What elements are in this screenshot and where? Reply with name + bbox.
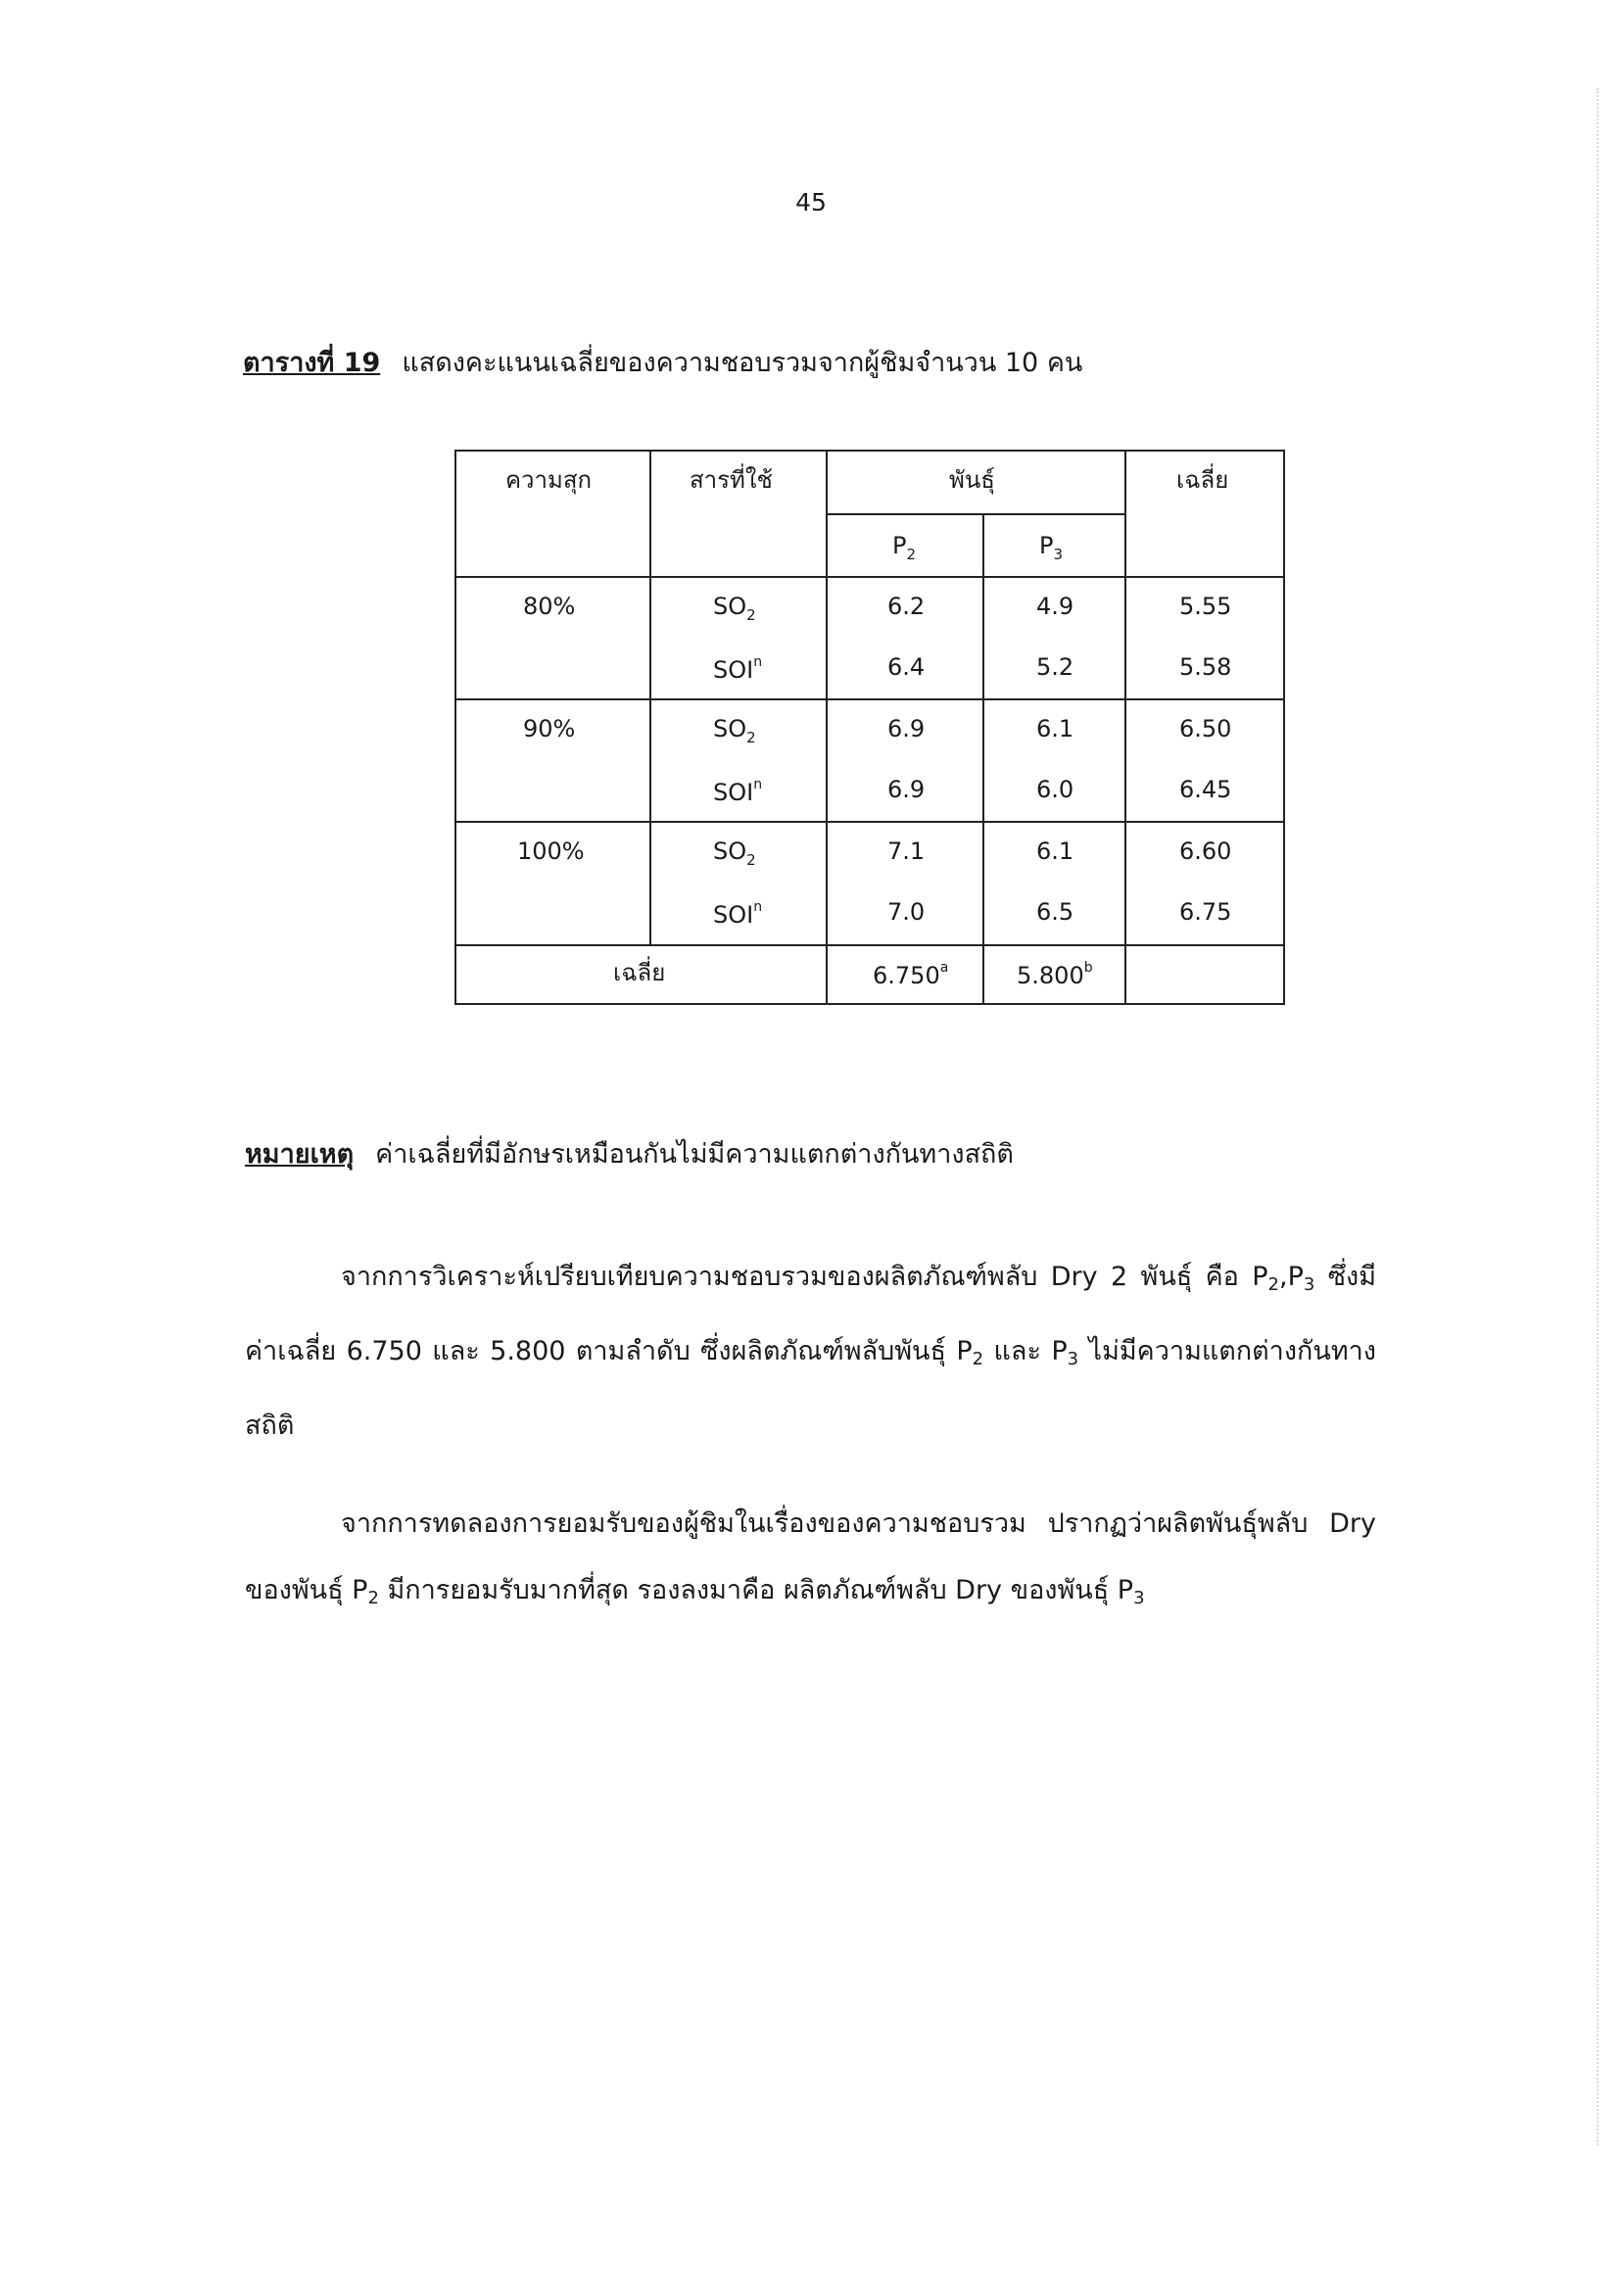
table-hline-variety-sub — [826, 513, 1124, 515]
avg-cell: 5.55 — [1179, 593, 1232, 620]
avg-cell: 6.50 — [1179, 715, 1232, 742]
p2-cell: 7.0 — [887, 898, 926, 926]
chem-cell: SOI$^n$ — [713, 777, 763, 806]
p2-cell: 6.9 — [887, 715, 926, 742]
scan-edge-mark — [1597, 88, 1600, 2145]
chem-cell: SOI$^n$ — [713, 654, 763, 684]
table-caption — [243, 341, 1082, 383]
p2-cell: 6.4 — [887, 653, 926, 681]
p3-cell: 6.5 — [1036, 898, 1074, 926]
p3-cell: 6.1 — [1036, 837, 1074, 865]
avg-cell: 6.45 — [1179, 776, 1232, 803]
header-average: เฉลี่ย — [1176, 466, 1229, 494]
header-ripeness: ความสุก — [505, 466, 593, 494]
footer-p3: 5.800$^b$ — [1017, 960, 1093, 989]
table-caption-label: ตารางที่ 19 — [243, 348, 381, 378]
chem-cell: SOI$^n$ — [713, 899, 763, 929]
ripeness-90: 90% — [523, 715, 576, 742]
header-chemical: สารที่ใช้ — [690, 466, 773, 494]
paragraph-conclusion: จากการทดลองการยอมรับของผู้ชิมในเรื่องของความชอบรวม ปรากฏว่าผลิตพันธุ์พลับ Dry ของพันธุ์ $P_2$ มีการยอมรับมากที่สุด รองลงมาคือ ผลิตภัณฑ์พลับ Dry ของพันธุ์ $P_3$ — [245, 1508, 1376, 1608]
table-vline-variety — [1124, 452, 1126, 1003]
ripeness-80: 80% — [523, 593, 576, 620]
table-note — [245, 1132, 1014, 1174]
table-hline-header — [456, 576, 1283, 578]
paragraph-analysis: จากการวิเคราะห์เปรียบเทียบความชอบรวมของผลิตภัณฑ์พลับ Dry 2 พันธุ์ คือ $P_2,P_3$ ซึ่งมีค่าเฉลี่ย 6.750 และ 5.800 ตามลำดับ ซึ่งผลิตภัณฑ์พลับพันธุ์ $P_2$ และ $P_3$ ไม่มีความแตกต่างกันทางสถิติ — [245, 1262, 1376, 1441]
p2-cell: 7.1 — [887, 837, 926, 865]
table-vline-p2 — [982, 513, 984, 1003]
avg-cell: 6.75 — [1179, 898, 1232, 926]
note-text: ค่าเฉลี่ยที่มีอักษรเหมือนกันไม่มีความแตกต่างกันทางสถิติ — [375, 1139, 1014, 1170]
avg-cell: 5.58 — [1179, 653, 1232, 681]
chem-cell: $SO_2$ — [713, 715, 756, 746]
avg-cell: 6.60 — [1179, 837, 1232, 865]
ripeness-100: 100% — [517, 837, 585, 865]
p3-cell: 4.9 — [1036, 593, 1074, 620]
footer-average-label: เฉลี่ย — [613, 959, 666, 986]
page-number: 45 — [795, 188, 827, 216]
chem-cell: $SO_2$ — [713, 837, 756, 869]
header-p2: $P_2$ — [892, 532, 917, 563]
header-variety: พันธุ์ — [949, 466, 995, 494]
table-hline-group1 — [456, 698, 1283, 700]
p3-cell: 6.1 — [1036, 715, 1074, 742]
score-table — [454, 450, 1285, 1005]
chem-cell: $SO_2$ — [713, 593, 756, 624]
header-p3: $P_3$ — [1039, 532, 1064, 563]
table-hline-group3 — [456, 944, 1283, 946]
p2-cell: 6.2 — [887, 593, 926, 620]
footer-p2: 6.750$^a$ — [873, 960, 949, 989]
p2-cell: 6.9 — [887, 776, 926, 803]
p3-cell: 5.2 — [1036, 653, 1074, 681]
table-hline-group2 — [456, 821, 1283, 823]
table-vline-chemical — [826, 452, 828, 1003]
p3-cell: 6.0 — [1036, 776, 1074, 803]
note-label: หมายเหตุ — [245, 1139, 355, 1170]
table-caption-text: แสดงคะแนนเฉลี่ยของความชอบรวมจากผู้ชิมจำนวน 10 คน — [402, 348, 1083, 378]
